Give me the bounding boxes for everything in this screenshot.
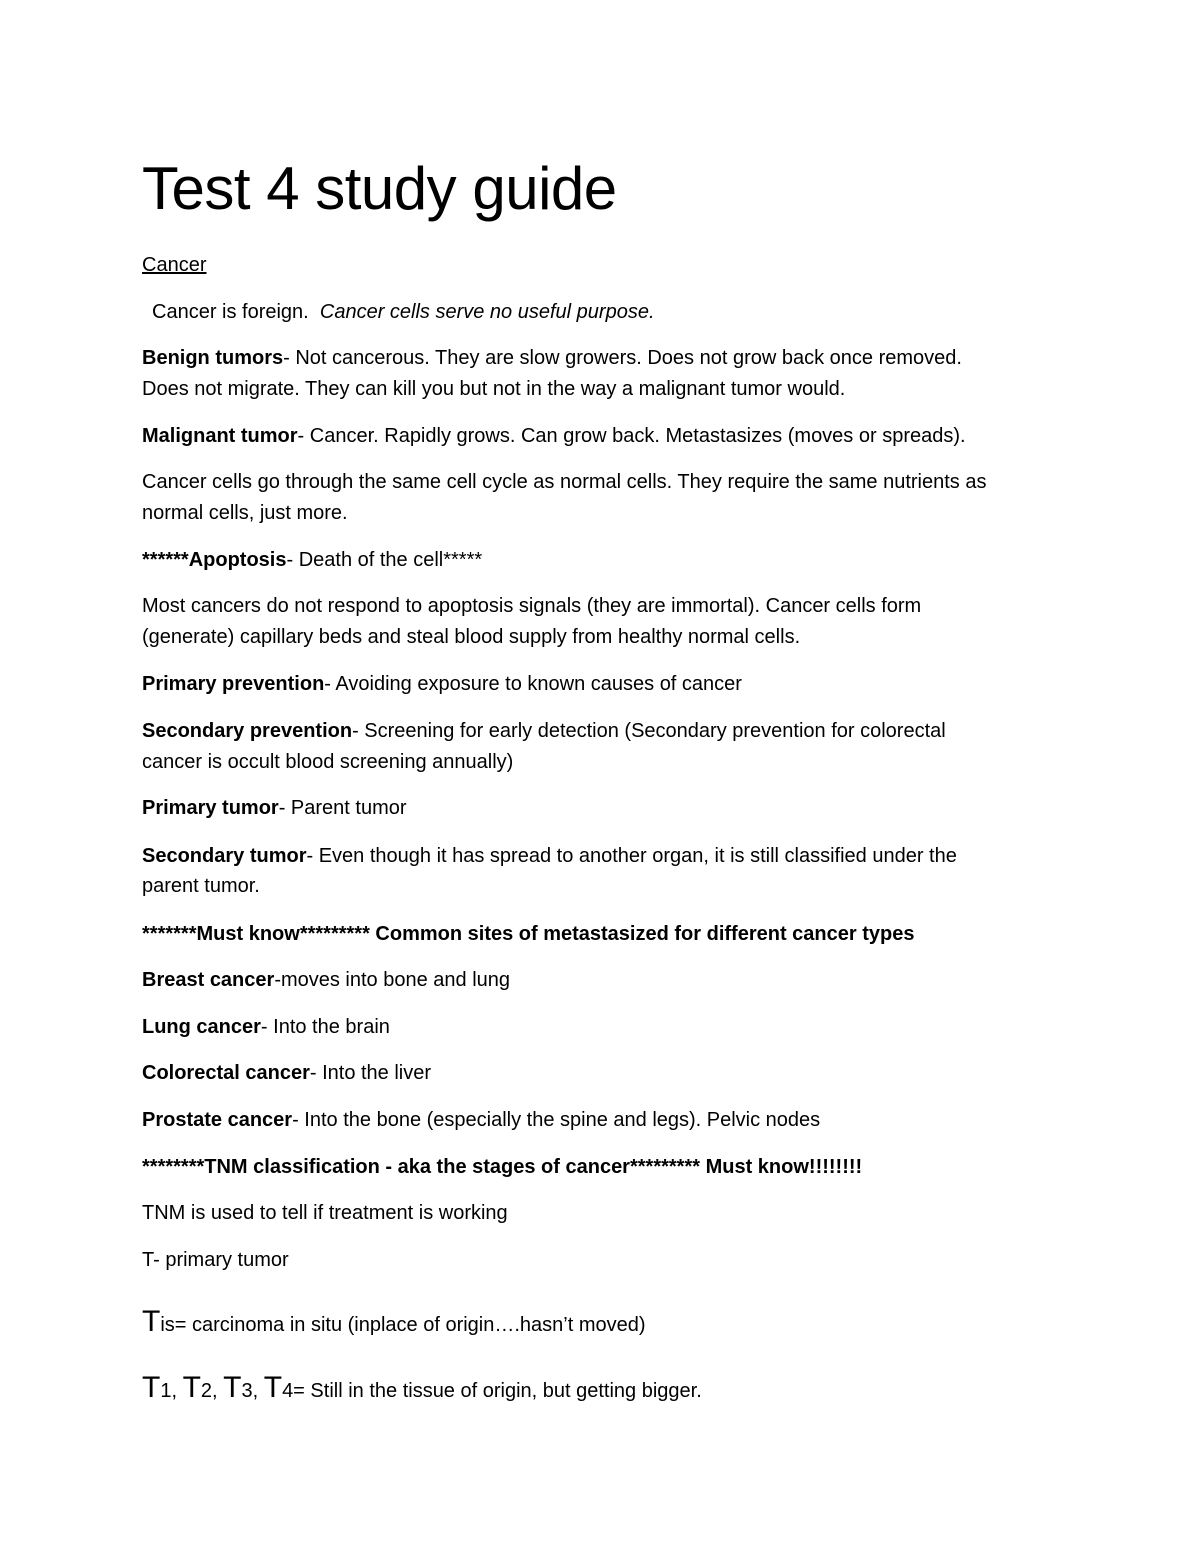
- secondary-tumor-term: Secondary tumor: [142, 845, 307, 867]
- tis-line: [142, 1303, 646, 1344]
- t4-big: T: [263, 1371, 283, 1404]
- secondary-tumor-line-2: parent tumor.: [142, 875, 260, 897]
- breast-cancer-term: Breast cancer: [142, 969, 275, 991]
- colorectal-cancer-line: [142, 1058, 431, 1089]
- breast-cancer-text: -moves into bone and lung: [274, 969, 511, 991]
- apoptosis-line: [142, 545, 482, 576]
- apoptosis-term: ******Apoptosis: [142, 549, 287, 571]
- t4-text: 4= Still in the tissue of origin, but getting bigger.: [282, 1380, 702, 1402]
- benign-text-1: - Not cancerous. They are slow growers. Does not grow back once removed.: [283, 347, 962, 369]
- secondary-prevention-line-1: [142, 716, 946, 747]
- lung-cancer-term: Lung cancer: [142, 1016, 261, 1038]
- tnm-heading: ********TNM classification - aka the stages of cancer********* Must know!!!!!!!!: [142, 1156, 863, 1178]
- t1-text: 1,: [160, 1380, 183, 1402]
- primary-prevention-term: Primary prevention: [142, 673, 325, 695]
- primary-tumor-text: - Parent tumor: [278, 797, 407, 819]
- secondary-prevention-line-2: cancer is occult blood screening annually): [142, 751, 514, 773]
- intro-italic: Cancer cells serve no useful purpose.: [319, 301, 655, 323]
- t2-text: 2,: [200, 1380, 224, 1402]
- primary-tumor-term: Primary tumor: [142, 797, 279, 819]
- must-know-heading: *******Must know********* Common sites of metastasized for different cancer types: [142, 923, 915, 945]
- prostate-cancer-term: Prostate cancer: [142, 1109, 293, 1131]
- prostate-cancer-text: - Into the bone (especially the spine and legs). Pelvic nodes: [292, 1109, 821, 1131]
- secondary-tumor-line-1: [142, 841, 957, 872]
- immortal-line-2: (generate) capillary beds and steal blood supply from healthy normal cells.: [142, 626, 801, 648]
- primary-tumor-line: [142, 793, 407, 824]
- tis-text: is= carcinoma in situ (inplace of origin….hasn’t moved): [160, 1314, 646, 1336]
- t-stages-line: [142, 1369, 702, 1410]
- benign-line-2: Does not migrate. They can kill you but not in the way a malignant tumor would.: [142, 378, 846, 400]
- breast-cancer-line: [142, 965, 510, 996]
- t3-big: T: [223, 1371, 242, 1404]
- benign-line-1: [142, 343, 962, 374]
- t-primary-line: T- primary tumor: [142, 1249, 289, 1271]
- intro-plain: Cancer is foreign.: [152, 301, 309, 323]
- primary-prevention-line: [142, 669, 742, 700]
- primary-prevention-text: - Avoiding exposure to known causes of cancer: [324, 673, 742, 695]
- malignant-term: Malignant tumor: [142, 425, 298, 447]
- immortal-line-1: Most cancers do not respond to apoptosis signals (they are immortal). Cancer cells form: [142, 595, 922, 617]
- lung-cancer-text: - Into the brain: [260, 1016, 390, 1038]
- t3-text: 3,: [241, 1380, 264, 1402]
- malignant-line: [142, 421, 966, 452]
- cancer-heading: Cancer: [142, 254, 207, 276]
- benign-term: Benign tumors: [142, 347, 284, 369]
- apoptosis-text: - Death of the cell*****: [286, 549, 483, 571]
- secondary-prevention-term: Secondary prevention: [142, 720, 353, 742]
- colorectal-cancer-text: - Into the liver: [309, 1062, 432, 1084]
- colorectal-cancer-term: Colorectal cancer: [142, 1062, 310, 1084]
- t1-big: T: [142, 1371, 161, 1404]
- prostate-cancer-line: [142, 1105, 820, 1136]
- secondary-tumor-text-1: - Even though it has spread to another organ, it is still classified under the: [306, 845, 957, 867]
- t2-big: T: [182, 1371, 201, 1404]
- tnm-used-line: TNM is used to tell if treatment is working: [142, 1202, 508, 1224]
- intro-line: [152, 297, 655, 328]
- cell-cycle-line-1: Cancer cells go through the same cell cycle as normal cells. They require the same nutrients as: [142, 471, 987, 493]
- page-title: Test 4 study guide: [142, 155, 617, 222]
- tis-big-t: T: [142, 1305, 161, 1338]
- lung-cancer-line: [142, 1012, 390, 1043]
- malignant-text: - Cancer. Rapidly grows. Can grow back. Metastasizes (moves or spreads).: [297, 425, 966, 447]
- cell-cycle-line-2: normal cells, just more.: [142, 502, 348, 524]
- secondary-prevention-text-1: - Screening for early detection (Secondary prevention for colorectal: [352, 720, 946, 742]
